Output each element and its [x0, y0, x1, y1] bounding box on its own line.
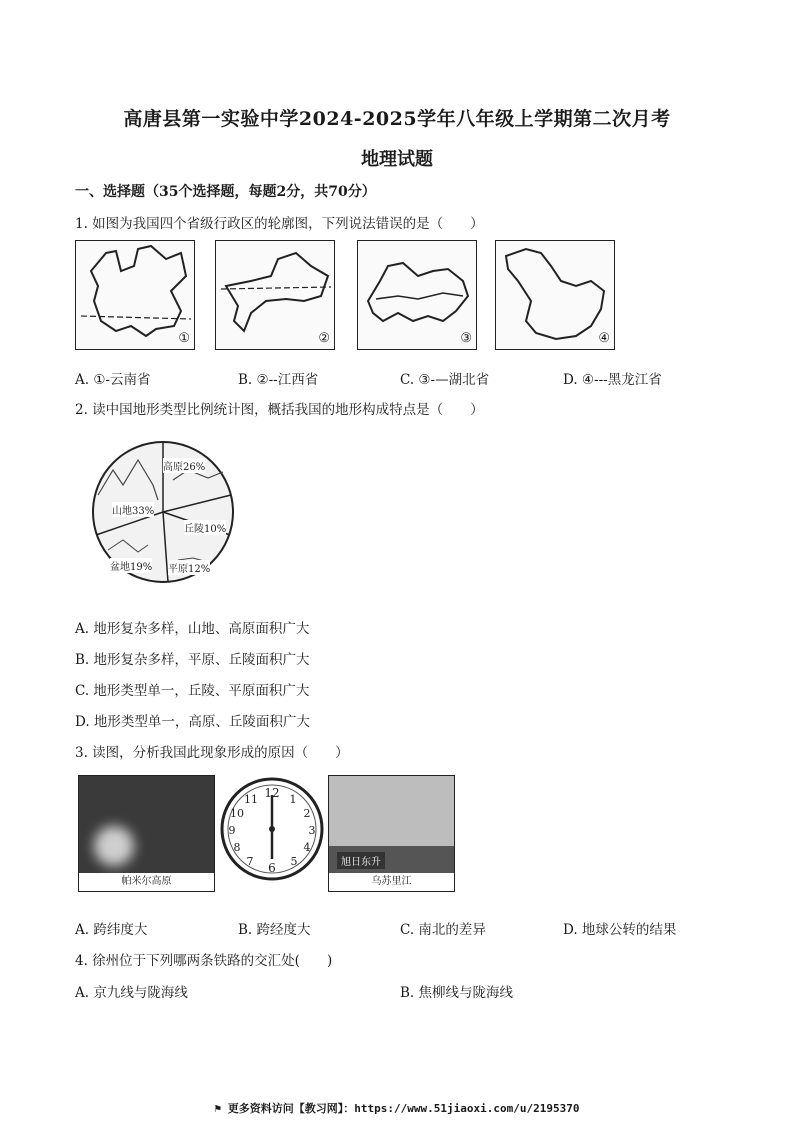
question-2-option-a[interactable]: A. 地形复杂多样，山地、高原面积广大 [75, 621, 310, 637]
question-3-option-b[interactable]: B. 跨经度大 [238, 922, 311, 938]
question-2-stem: 2. 读中国地形类型比例统计图，概括我国的地形构成特点是（ ） [75, 402, 484, 418]
svg-text:10: 10 [230, 807, 244, 820]
svg-text:8: 8 [233, 841, 241, 854]
photo-pamir-night [78, 775, 215, 892]
map-4 [495, 240, 615, 350]
question-1-option-c[interactable]: C. ③-—湖北省 [400, 372, 490, 388]
question-1-option-d[interactable]: D. ④---黑龙江省 [563, 372, 662, 388]
map-1-outline-icon [76, 241, 194, 349]
footer-text: 更多资料访问【教习网】：https://www.51jiaoxi.com/u/2195370 [227, 1102, 580, 1115]
svg-text:11: 11 [244, 793, 258, 806]
question-1-option-b[interactable]: B. ②--江西省 [238, 372, 319, 388]
question-4-option-a[interactable]: A. 京九线与陇海线 [75, 985, 188, 1001]
question-3-option-a[interactable]: A. 跨纬度大 [75, 922, 148, 938]
svg-text:2: 2 [303, 807, 311, 820]
time-difference-images [78, 773, 458, 893]
section-heading: 一、选择题（35个选择题，每题2分，共70分） [75, 184, 376, 200]
map-4-label: ④ [598, 331, 610, 346]
question-1-option-a[interactable]: A. ①-云南省 [75, 372, 151, 388]
map-1-label: ① [178, 331, 190, 346]
svg-text:4: 4 [303, 841, 311, 854]
page-title: 高唐县第一实验中学2024-2025学年八年级上学期第二次月考 [123, 108, 671, 130]
svg-text:7: 7 [246, 855, 254, 868]
caption-sunrise: 旭日东升 [337, 852, 385, 869]
question-3-stem: 3. 读图，分析我国此现象形成的原因（ ） [75, 745, 349, 761]
caption-wusuli: 乌苏里江 [329, 873, 454, 891]
map-3-outline-icon [358, 241, 476, 349]
question-4-stem: 4. 徐州位于下列哪两条铁路的交汇处( ) [75, 953, 333, 969]
question-3-option-c[interactable]: C. 南北的差异 [400, 922, 486, 938]
map-2-label: ② [318, 331, 330, 346]
label-plateau: 高原26% [163, 458, 205, 473]
question-4-option-b[interactable]: B. 焦柳线与陇海线 [400, 985, 514, 1001]
map-3-label: ③ [460, 331, 472, 346]
question-2-option-b[interactable]: B. 地形复杂多样，平原、丘陵面积广大 [75, 652, 310, 668]
svg-text:6: 6 [268, 861, 276, 875]
question-2-option-c[interactable]: C. 地形类型单一，丘陵、平原面积广大 [75, 683, 310, 699]
terrain-proportion-chart [78, 440, 248, 585]
caption-pamir: 帕米尔高原 [79, 873, 214, 891]
page-subtitle: 地理试题 [361, 149, 433, 170]
clock-icon [218, 775, 326, 883]
province-outline-maps [75, 240, 617, 352]
svg-text:5: 5 [290, 855, 298, 868]
question-1-stem: 1. 如图为我国四个省级行政区的轮廓图，下列说法错误的是（ ） [75, 216, 484, 232]
svg-text:12: 12 [264, 786, 280, 800]
question-3-option-d[interactable]: D. 地球公转的结果 [563, 922, 677, 938]
map-2-outline-icon [216, 241, 334, 349]
svg-text:9: 9 [228, 824, 236, 837]
label-mountain: 山地33% [112, 502, 154, 517]
label-basin: 盆地19% [110, 558, 152, 573]
svg-text:3: 3 [308, 824, 316, 837]
map-2 [215, 240, 335, 350]
footer-link[interactable] [0, 1100, 794, 1116]
flag-icon: ⚑ [214, 1102, 228, 1115]
label-hills: 丘陵10% [184, 520, 226, 535]
label-plain: 平原12% [168, 560, 210, 575]
svg-text:1: 1 [289, 793, 297, 806]
photo-wusuli-sunrise [328, 775, 455, 892]
question-2-option-d[interactable]: D. 地形类型单一，高原、丘陵面积广大 [75, 714, 310, 730]
map-3 [357, 240, 477, 350]
map-1 [75, 240, 195, 350]
map-4-outline-icon [496, 241, 614, 349]
